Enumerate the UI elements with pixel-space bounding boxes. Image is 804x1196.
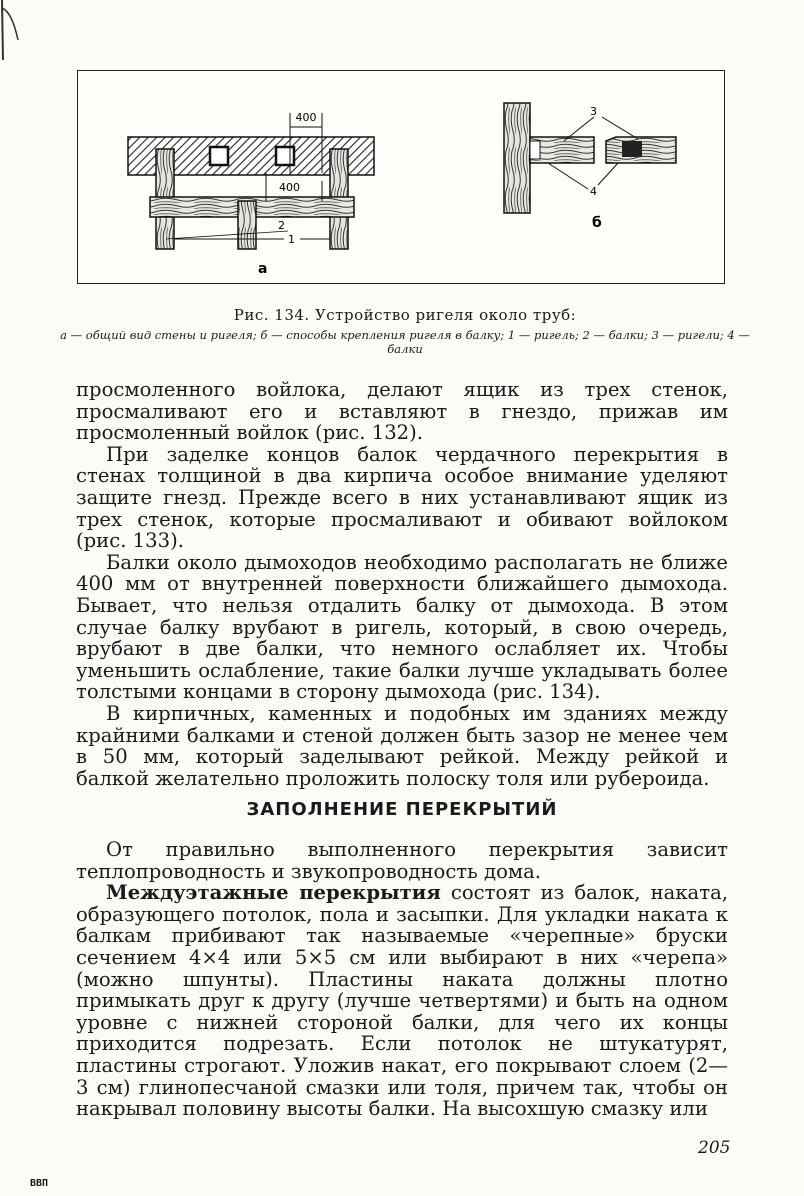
paragraph-2: При заделке концов балок чердачного перекрытия в стенах толщиной в два кирпича особое внимание уделяют защите гнезд. Прежде всего в них устанавливают ящик из трех стенок, которые просмаливают и обивают войлоком (рис. 133). (76, 442, 728, 553)
paragraph-4: В кирпичных, каменных и подобных им зданиях между крайними балками и стеной должен быть зазор не менее чем в 50 мм, который заделывают рейкой. Между рейкой и балкой желательно проложить полоску толя или рубероида. (76, 701, 728, 790)
body-text-lower (76, 839, 728, 1120)
rigel-diagram (78, 71, 726, 285)
paragraph-3: Балки около дымоходов необходимо располагать не ближе 400 мм от внутренней поверхности ближайшего дымохода. Бывает, что нельзя отдалить балку от дымохода. В этом случае балку врубают в ригель, который, в свою очередь, врубают в две балки, что немного ослабляет их. Чтобы уменьшить ослабление, такие балки лучше укладывать более толстыми концами в сторону дымохода (рис. 134). (76, 550, 728, 704)
page-number: 205 (698, 1138, 731, 1158)
callout-4: 4 (590, 185, 597, 198)
callout-2: 2 (278, 219, 285, 232)
body-text-upper (76, 379, 728, 789)
figure-caption-title: Рис. 134. Устройство ригеля около труб: (233, 306, 577, 324)
drawing-a (128, 111, 374, 277)
paragraph-6-text: состоят из балок, наката, образующего потолок, пола и засыпки. Для укладки наката к балкам прибивают так называемые «черепные» бруски сечением 4×4 или 5×5 см или выбирают в них «черепа» (можно шпунты). Пластины наката должны плотно примыкать друг к другу (лучше четвертями) и быть на одном уровне с нижней стороной балки, для чего их концы приходится подрезать. Если потолок не штукатурят, пластины строгают. Уложив накат, его покрывают слоем (2—3 см) глинопесчаной смазки или толя, причем так, чтобы он накрывал половину высоты балки. На высохшую смазку или (76, 881, 728, 1121)
vertical-beam-b (504, 103, 530, 213)
label-b: б (592, 215, 602, 231)
term-interfloor: Междуэтажные перекрытия (106, 881, 441, 905)
inserted-beam (238, 201, 256, 249)
notch-b (530, 141, 540, 159)
footer-mark: ВВП (30, 1178, 49, 1189)
tenon-b (622, 141, 642, 157)
section-heading: ЗАПОЛНЕНИЕ ПЕРЕКРЫТИЙ (246, 799, 558, 820)
callout-3: 3 (590, 105, 597, 118)
dimension-label-top: 400 (295, 111, 317, 124)
flue-opening-right (276, 147, 294, 165)
figure-134 (77, 70, 725, 284)
figure-caption-legend: а — общий вид стены и ригеля; б — способы крепления ригеля в балку; 1 — ригель; 2 — балки; 3 — ригели; 4 — балки (60, 328, 750, 356)
label-a: а (258, 261, 268, 277)
drawing-b (504, 103, 676, 231)
paragraph-5: От правильно выполненного перекрытия зависит теплопроводность и звукопроводность дома. (76, 838, 728, 883)
flue-opening-left (210, 147, 228, 165)
paragraph-6 (76, 882, 728, 1120)
dimension-label-mid: 400 (279, 181, 300, 194)
scan-edge-mark (0, 0, 30, 60)
callout-1: 1 (288, 233, 295, 246)
paragraph-1: просмоленного войлока, делают ящик из трех стенок, просмаливают его и вставляют в гнездо, прижав им просмоленный войлок (рис. 132). (76, 378, 728, 445)
